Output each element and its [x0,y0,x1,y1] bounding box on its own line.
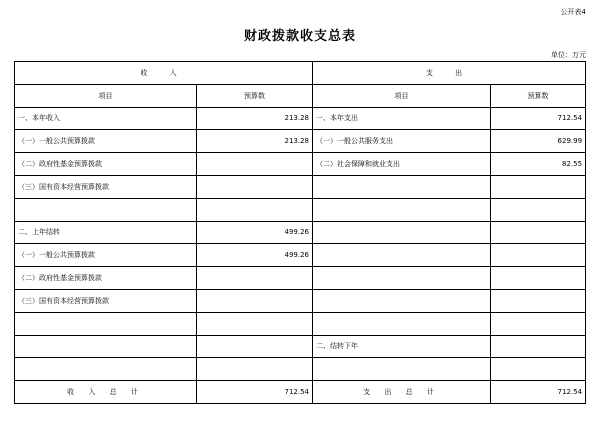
form-number: 公开表4 [560,8,586,16]
income-value-cell: 213.28 [197,130,313,153]
expense-item-cell: 一、本年支出 [313,107,491,130]
expense-value-cell [491,312,586,335]
table-row [15,198,586,221]
expense-item-cell [313,221,491,244]
table-row [15,335,586,358]
expense-item-cell [313,312,491,335]
section-header-row [15,62,586,85]
expense-value-cell [491,198,586,221]
income-item-cell: （二）政府性基金预算拨款 [15,153,197,176]
expense-value-cell: 629.99 [491,130,586,153]
table-row [15,289,586,312]
expense-value-cell [491,221,586,244]
expense-section-header: 支 出 [313,62,586,85]
table-body [15,62,586,404]
expense-value-cell [491,175,586,198]
income-item-cell [15,358,197,381]
expense-value-cell: 82.55 [491,153,586,176]
income-item-cell: 二、上年结转 [15,221,197,244]
page-title: 财政拨款收支总表 [243,29,356,44]
income-item-cell: （三）国有资本经营预算拨款 [15,175,197,198]
income-value-cell [197,358,313,381]
expense-item-cell: （一）一般公共服务支出 [313,130,491,153]
income-item-cell: （二）政府性基金预算拨款 [15,267,197,290]
income-item-cell: （一）一般公共预算拨款 [15,130,197,153]
expense-value-cell: 712.54 [491,107,586,130]
income-value-cell [197,198,313,221]
table-row [15,107,586,130]
unit-label: 单位：万元 [551,51,586,59]
table-row [15,153,586,176]
column-header-row [15,84,586,107]
income-budget-header: 预算数 [197,84,313,107]
expense-item-cell [313,244,491,267]
expense-value-cell [491,267,586,290]
expense-item-cell [313,267,491,290]
expense-value-cell [491,335,586,358]
income-total-value: 712.54 [197,381,313,404]
income-value-cell: 499.26 [197,221,313,244]
totals-row [15,381,586,404]
fiscal-summary-table [14,61,586,404]
table-row [15,244,586,267]
income-item-header: 项目 [15,84,197,107]
expense-value-cell [491,289,586,312]
expense-item-cell [313,198,491,221]
income-value-cell: 499.26 [197,244,313,267]
income-item-cell: （一）一般公共预算拨款 [15,244,197,267]
table-row [15,358,586,381]
expense-total-label: 支 出 总 计 [313,381,491,404]
income-item-cell [15,312,197,335]
expense-value-cell [491,244,586,267]
expense-budget-header: 预算数 [491,84,586,107]
income-item-cell [15,198,197,221]
income-value-cell [197,289,313,312]
expense-item-cell [313,358,491,381]
expense-item-header: 项目 [313,84,491,107]
expense-item-cell: （二）社会保障和就业支出 [313,153,491,176]
income-section-header: 收 入 [15,62,313,85]
expense-value-cell [491,358,586,381]
table-row [15,221,586,244]
income-item-cell: 一、本年收入 [15,107,197,130]
income-value-cell [197,267,313,290]
income-value-cell: 213.28 [197,107,313,130]
income-item-cell [15,335,197,358]
income-total-label: 收 入 总 计 [15,381,197,404]
income-value-cell [197,335,313,358]
expense-total-value: 712.54 [491,381,586,404]
expense-item-cell [313,289,491,312]
table-row [15,130,586,153]
table-row [15,175,586,198]
income-item-cell: （三）国有资本经营预算拨款 [15,289,197,312]
table-row [15,267,586,290]
expense-item-cell: 二、结转下年 [313,335,491,358]
expense-item-cell [313,175,491,198]
table-row [15,312,586,335]
income-value-cell [197,312,313,335]
income-value-cell [197,153,313,176]
income-value-cell [197,175,313,198]
